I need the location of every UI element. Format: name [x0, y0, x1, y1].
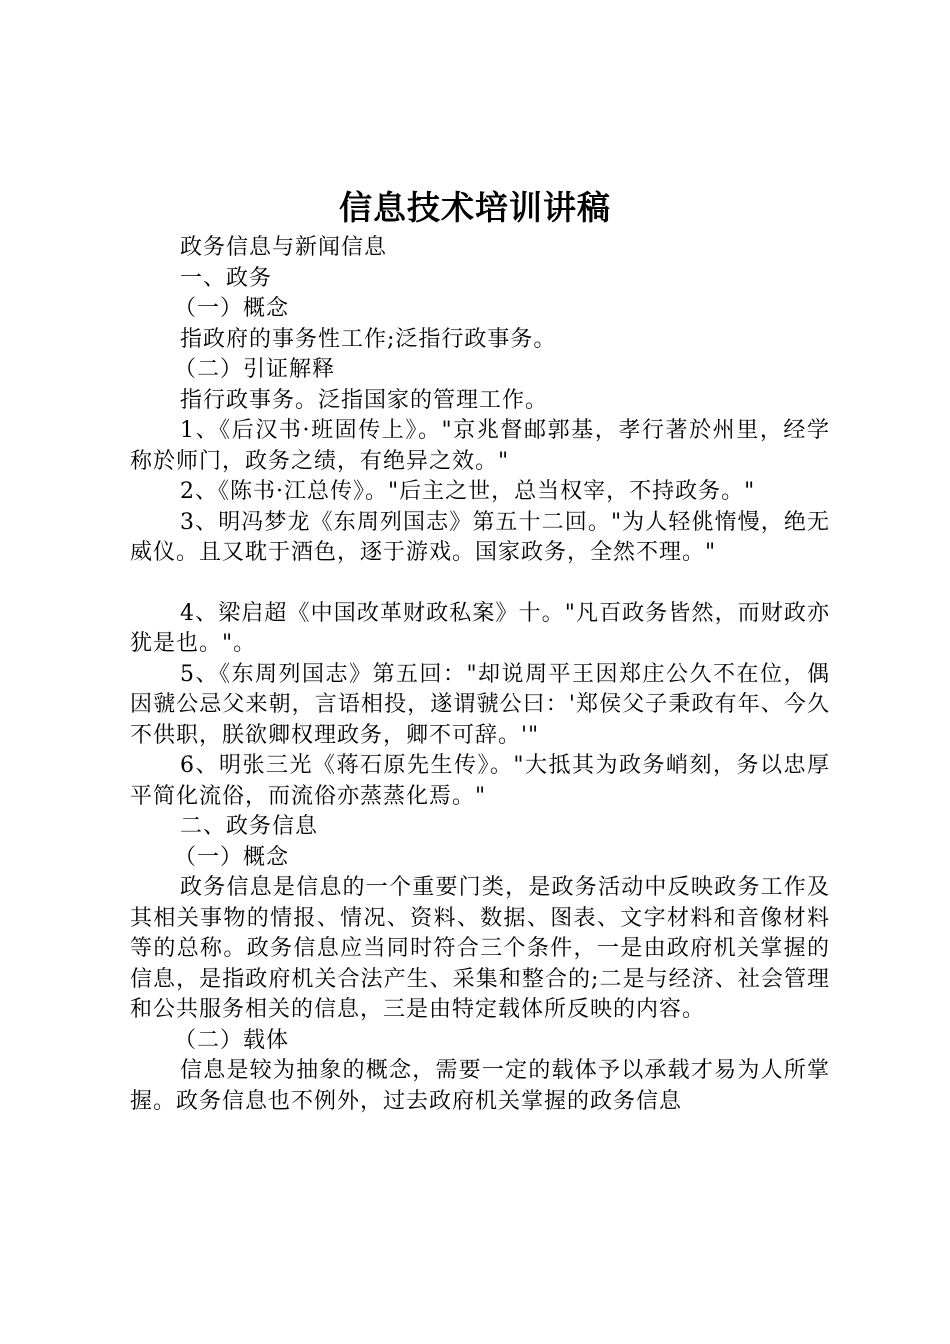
- document-body: [130, 233, 830, 1117]
- paragraph-subtitle: 政务信息与新闻信息: [180, 235, 388, 260]
- paragraph: 指政府的事务性工作;泛指行政事务。: [180, 326, 557, 352]
- heading-concept: （一）概念: [174, 296, 290, 321]
- heading-concept: （一）概念: [174, 844, 290, 870]
- paragraph-gap: [130, 569, 830, 599]
- paragraph: 指行政事务。泛指国家的管理工作。: [180, 387, 549, 413]
- citation-item: 2、《陈书·江总传》。"后主之世，总当权宰，不持政务。": [180, 479, 756, 504]
- paragraph: 信息是较为抽象的概念，需要一定的载体予以承载才易为人所掌握。政务信息也不例外，过去政府机关掌握的政务信息: [130, 1058, 830, 1114]
- citation-item: 4、梁启超《中国改革财政私案》十。"凡百政务皆然，而财政亦犹是也。"。: [130, 600, 830, 656]
- citation-item: 5、《东周列国志》第五回："却说周平王因郑庄公久不在位，偶因虢公忌父来朝，言语相投，遂谓虢公曰：'郑侯父子秉政有年、今久不供职，朕欲卿权理政务，卿不可辞。'": [130, 661, 830, 748]
- heading-section-1: 一、政务: [180, 265, 273, 291]
- heading-carrier: （二）载体: [174, 1027, 290, 1053]
- citation-item: 6、明张三光《蒋石原先生传》。"大抵其为政务峭刻，务以忠厚平简化流俗，而流俗亦蒸蒸化焉。": [130, 753, 830, 809]
- heading-citation: （二）引证解释: [174, 357, 336, 382]
- citation-item: 3、明冯梦龙《东周列国志》第五十二回。"为人轻佻惰慢，绝无威仪。且又耽于酒色，逐于游戏。国家政务，全然不理。": [130, 509, 830, 565]
- paragraph: 政务信息是信息的一个重要门类，是政务活动中反映政务工作及其相关事物的情报、情况、资料、数据、图表、文字材料和音像材料等的总称。政务信息应当同时符合三个条件，一是由政府机关掌握的信息，是指政府机关合法产生、采集和整合的;二是与经济、社会管理和公共服务相关的信息，三是由特定载体所反映的内容。: [130, 875, 830, 1022]
- heading-section-2: 二、政务信息: [180, 814, 319, 839]
- citation-item: 1、《后汉书·班固传上》。"京兆督邮郭基，孝行著於州里，经学称於师门，政务之绩，有绝异之效。": [130, 418, 830, 474]
- document-title: 信息技术培训讲稿: [339, 188, 611, 227]
